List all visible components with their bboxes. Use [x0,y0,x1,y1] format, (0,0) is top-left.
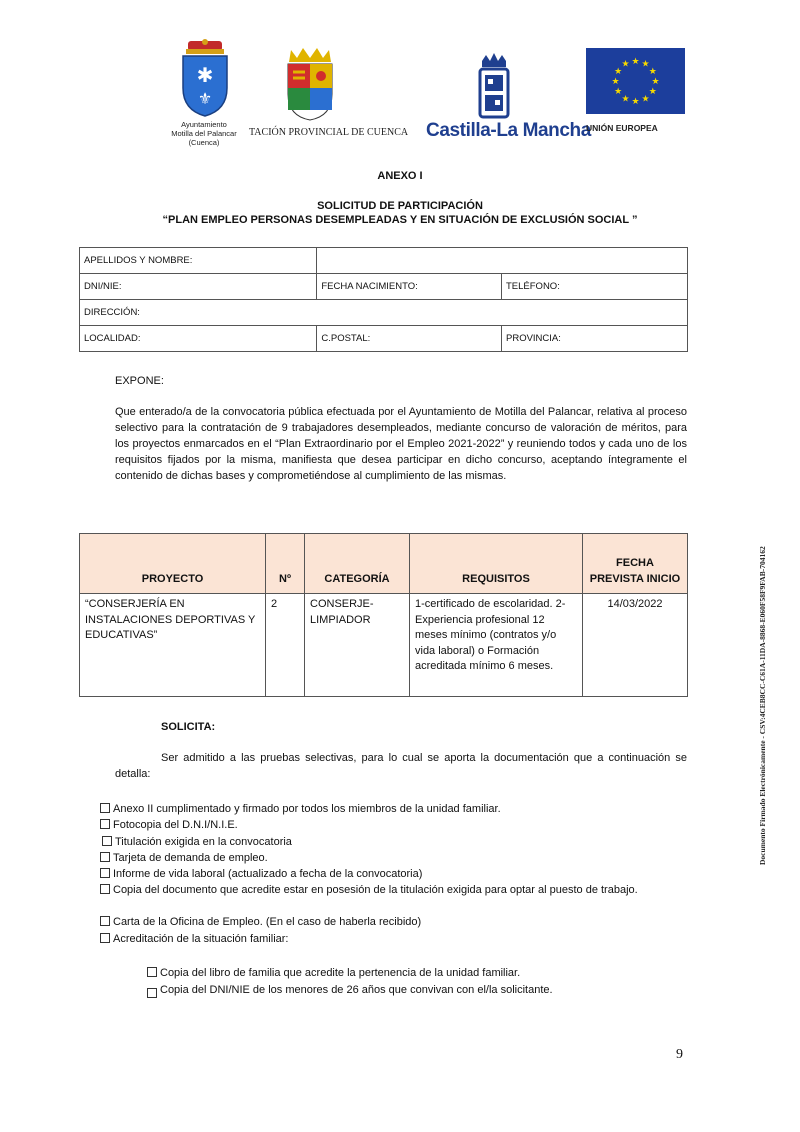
document-subtitle: “PLAN EMPLEO PERSONAS DESEMPLEADAS Y EN SITUACIÓN DE EXCLUSIÓN SOCIAL ” [162,214,638,226]
table-row [80,594,688,697]
telefono-label[interactable]: TELÉFONO: [502,274,688,300]
castilla-la-mancha-caption: Castilla-La Mancha [426,120,591,141]
document-item[interactable]: Tarjeta de demanda de empleo. [100,851,690,865]
apellidos-label: APELLIDOS Y NOMBRE: [80,248,317,274]
castilla-la-mancha-emblem [474,53,514,119]
ayuntamiento-caption: Ayuntamiento Motilla del Palancar (Cuenca) [171,120,237,147]
svg-text:⚜: ⚜ [197,89,213,108]
direccion-label[interactable]: DIRECCIÓN: [80,300,688,326]
eu-star-icon: ★ [621,94,630,105]
document-item[interactable]: Fotocopia del D.N.I/N.I.E. [100,818,690,832]
header-numero: Nº [266,534,305,594]
checkbox[interactable] [102,836,112,846]
page-number: 9 [676,1047,683,1062]
eu-star-icon: ★ [641,94,650,105]
header-proyecto: PROYECTO [80,534,266,594]
document-item[interactable]: Carta de la Oficina de Empleo. (En el caso de haberla recibido) [100,915,690,929]
cpostal-label[interactable]: C.POSTAL: [317,326,502,352]
eu-star-icon: ★ [621,59,630,70]
provincia-label[interactable]: PROVINCIA: [502,326,688,352]
checkbox[interactable] [147,967,157,977]
eu-star-icon: ★ [648,67,657,77]
cell-fecha: 14/03/2022 [583,594,688,697]
annex-title: ANEXO I [377,170,423,182]
solicita-text: Ser admitido a las pruebas selectivas, para lo cual se aporta la documentación que a continuación se detalla: [115,752,687,780]
diputacion-caption: TACIÓN PROVINCIAL DE CUENCA [249,127,409,138]
fecha-nacimiento-label[interactable]: FECHA NACIMIENTO: [317,274,502,300]
checkbox[interactable] [147,988,157,998]
sub-document-item[interactable]: Copia del libro de familia que acredite la pertenencia de la unidad familiar. [147,966,687,980]
document-item[interactable]: Informe de vida laboral (actualizado a fecha de la convocatoria) [100,867,690,881]
eu-star-icon: ★ [614,87,623,97]
ayuntamiento-coat-of-arms [177,38,233,118]
localidad-label[interactable]: LOCALIDAD: [80,326,317,352]
document-title: SOLICITUD DE PARTICIPACIÓN [317,200,483,212]
checkbox[interactable] [100,868,110,878]
dni-label[interactable]: DNI/NIE: [80,274,317,300]
apellidos-field[interactable] [317,248,688,274]
cell-numero: 2 [266,594,305,697]
document-item[interactable]: Acreditación de la situación familiar: [100,932,690,946]
checkbox[interactable] [100,916,110,926]
checkbox[interactable] [100,819,110,829]
checkbox[interactable] [100,852,110,862]
checkbox[interactable] [100,884,110,894]
eu-flag [586,48,685,114]
eu-star-icon: ★ [611,77,620,87]
project-table [79,533,688,697]
eu-star-icon: ★ [631,97,640,107]
eu-star-icon: ★ [631,57,640,67]
checkbox[interactable] [100,933,110,943]
electronic-signature-csv: Documento Firmado Electrónicamente - CSV:4CEB8CC-C61A-11DA-8868-E060F58F9FAB-704162 [758,546,767,865]
solicita-heading: SOLICITA: [161,721,216,733]
applicant-data-form [79,247,688,352]
eu-caption: UNIÓN EUROPEA [586,123,658,133]
sub-document-item[interactable]: Copia del DNI/NIE de los menores de 26 años que convivan con el/la solicitante. [147,983,687,998]
cell-categoria: CONSERJE-LIMPIADOR [305,594,410,697]
header-requisitos: REQUISITOS [410,534,583,594]
svg-text:✱: ✱ [196,63,214,87]
eu-star-icon: ★ [648,87,657,97]
header-categoria: CATEGORÍA [305,534,410,594]
document-item[interactable]: Copia del documento que acredite estar en posesión de la titulación exigida para optar al puesto de trabajo. [100,883,703,897]
expone-text: Que enterado/a de la convocatoria pública efectuada por el Ayuntamiento de Motilla del Palancar, relativa al proceso selectivo para la contratación de 9 trabajadores desempleados, mediante concurso de valoración de méritos, para los proyectos enmarcados en el “Plan Extraordinario por el Empleo 2021-2022” y reuniendo todos y cada uno de los requisitos fijados por la misma, manifiesta que desea participar en dicho concurso, aceptando íntegramente el contenido de dichas bases y comprometiéndose al cumplimiento de las mismas. [115,406,687,482]
eu-star-icon: ★ [614,67,623,77]
header-fecha-prevista: FECHA PREVISTA INICIO [583,534,688,594]
eu-star-icon: ★ [651,77,660,87]
cell-proyecto: “CONSERJERÍA EN INSTALACIONES DEPORTIVAS Y EDUCATIVAS” [80,594,266,697]
document-item[interactable]: Anexo II cumplimentado y firmado por todos los miembros de la unidad familiar. [100,802,690,816]
checkbox[interactable] [100,803,110,813]
expone-heading: EXPONE: [115,375,164,387]
diputacion-coat-of-arms [283,46,337,122]
eu-star-icon: ★ [641,59,650,70]
document-item[interactable]: Titulación exigida en la convocatoria [102,835,692,849]
cell-requisitos: 1-certificado de escolaridad. 2-Experiencia profesional 12 meses mínimo (contratos y/o vida laboral) o Formación acreditada mínimo 6 meses. [410,594,583,697]
